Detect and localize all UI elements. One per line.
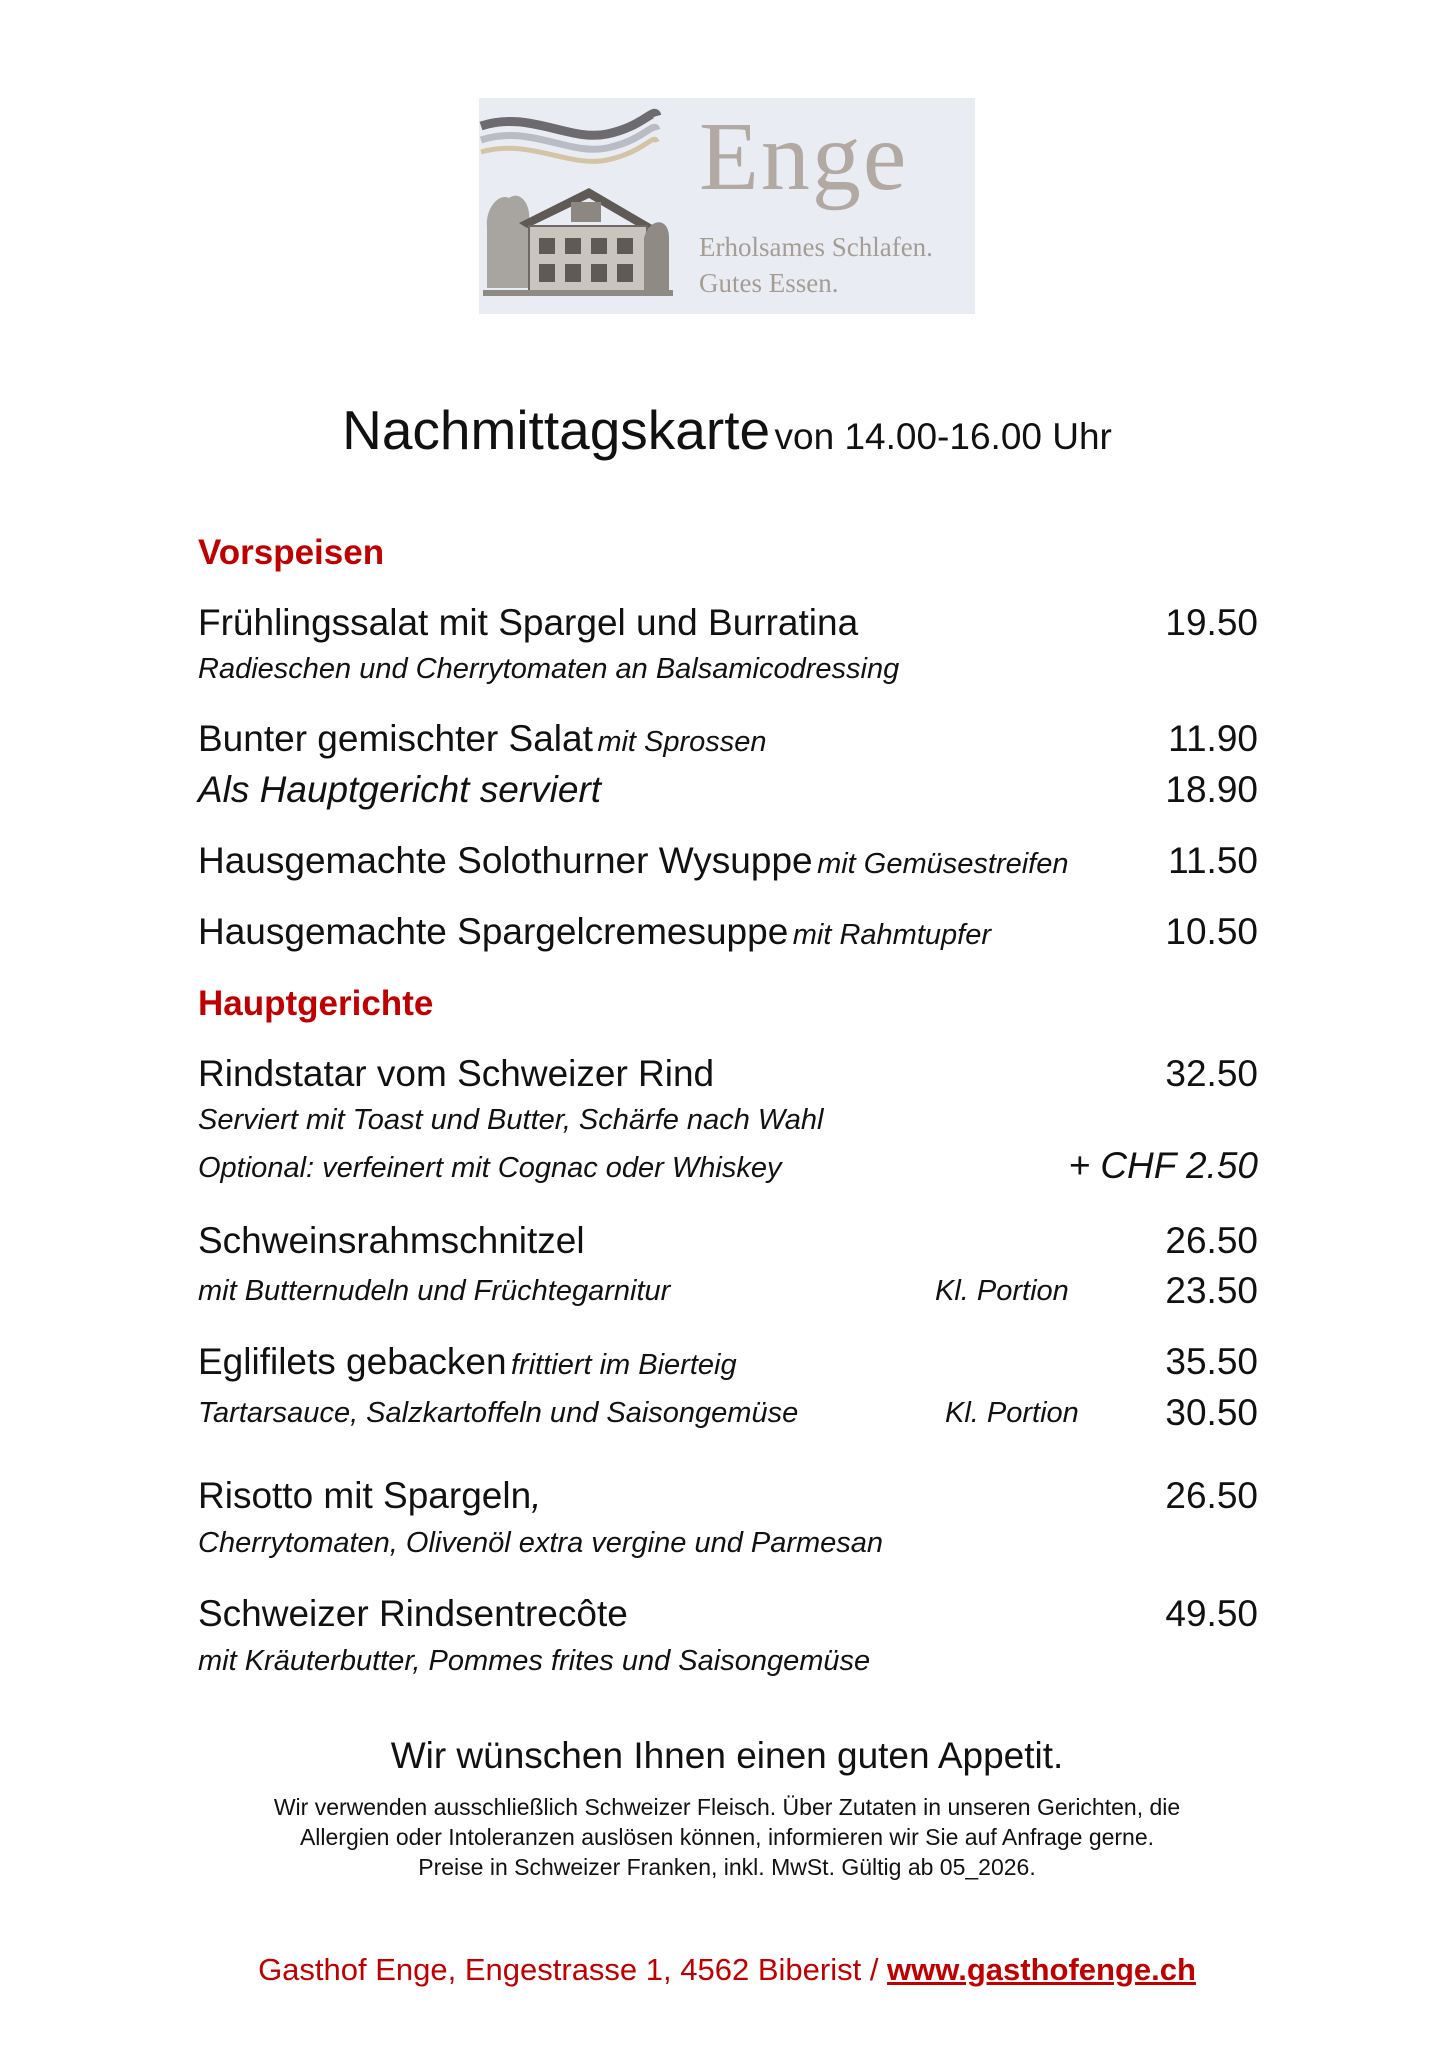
section-heading-starters: Vorspeisen [198, 533, 385, 572]
portion-price: 30.50 [1165, 1392, 1258, 1433]
menu-item-option: Optional: verfeinert mit Cognac oder Whiskey [198, 1152, 782, 1184]
menu-item-name: Frühlingssalat mit Spargel und Burratina [198, 602, 859, 643]
menu-item-name: Schweinsrahmschnitzel [198, 1220, 585, 1261]
disclaimer-line: Wir verwenden ausschließlich Schweizer Fleisch. Über Zutaten in unseren Gerichten, die [273, 1794, 1181, 1820]
menu-item-option-price: + CHF 2.50 [1068, 1145, 1258, 1186]
portion-label: Kl. Portion [945, 1397, 1079, 1429]
menu-item-note: mit Butternudeln und Früchtegarnitur [198, 1275, 671, 1307]
logo [479, 98, 975, 314]
disclaimer-line: Preise in Schweizer Franken, inkl. MwSt. Gültig ab 05_2026. [418, 1854, 1036, 1880]
menu-item-name: Bunter gemischter Salat mit Sprossen [198, 718, 767, 759]
menu-item-price: 11.90 [1168, 718, 1258, 759]
menu-item-variant-price: 18.90 [1165, 769, 1258, 810]
menu-item-name: Risotto mit Spargeln, [198, 1475, 542, 1516]
section-heading-mains: Hauptgerichte [198, 984, 434, 1023]
menu-item-note: Serviert mit Toast und Butter, Schärfe nach Wahl [198, 1104, 824, 1136]
menu-item-name: Schweizer Rindsentrecôte [198, 1593, 628, 1634]
title-main: Nachmittagskarte [342, 399, 771, 461]
brand-tagline-2: Gutes Essen. [699, 268, 839, 298]
menu-item-note: Radieschen und Cherrytomaten an Balsamicodressing [198, 653, 900, 685]
menu-item-name: Hausgemachte Spargelcremesuppe mit Rahmtupfer [198, 911, 991, 952]
menu-item-variant: Als Hauptgericht serviert [198, 769, 602, 810]
menu-item-name: Eglifilets gebacken frittiert im Bierteig [198, 1341, 737, 1382]
website-link[interactable]: www.gasthofenge.ch [887, 1952, 1196, 1987]
menu-item-name: Hausgemachte Solothurner Wysuppe mit Gemüsestreifen [198, 840, 1069, 881]
page-title [0, 398, 1454, 462]
brand-name: Enge [699, 103, 909, 211]
portion-price: 23.50 [1165, 1270, 1258, 1311]
title-sub: von 14.00-16.00 Uhr [774, 416, 1112, 457]
menu-item-price: 49.50 [1165, 1593, 1258, 1634]
menu-item-name: Rindstatar vom Schweizer Rind [198, 1053, 715, 1094]
closing-message: Wir wünschen Ihnen einen guten Appetit. [390, 1735, 1064, 1776]
menu-item-price: 11.50 [1168, 840, 1258, 881]
menu-item-price: 19.50 [1165, 602, 1258, 643]
footer-address: Gasthof Enge, Engestrasse 1, 4562 Biberist / [258, 1952, 888, 1987]
menu-item-price: 26.50 [1165, 1220, 1258, 1261]
footer [0, 1952, 1454, 1988]
menu-item-note: Cherrytomaten, Olivenöl extra vergine und Parmesan [198, 1527, 884, 1559]
portion-label: Kl. Portion [935, 1275, 1069, 1307]
disclaimer-line: Allergien oder Intoleranzen auslösen können, informieren wir Sie auf Anfrage gerne. [299, 1824, 1155, 1850]
menu-item-note: Tartarsauce, Salzkartoffeln und Saisongemüse [198, 1397, 799, 1429]
brand-tagline-1: Erholsames Schlafen. [699, 232, 933, 262]
menu-item-note: mit Kräuterbutter, Pommes frites und Saisongemüse [198, 1645, 871, 1677]
menu-item-price: 35.50 [1165, 1341, 1258, 1382]
menu-item-price: 26.50 [1165, 1475, 1258, 1516]
menu-item-price: 32.50 [1165, 1053, 1258, 1094]
menu-item-price: 10.50 [1165, 911, 1258, 952]
